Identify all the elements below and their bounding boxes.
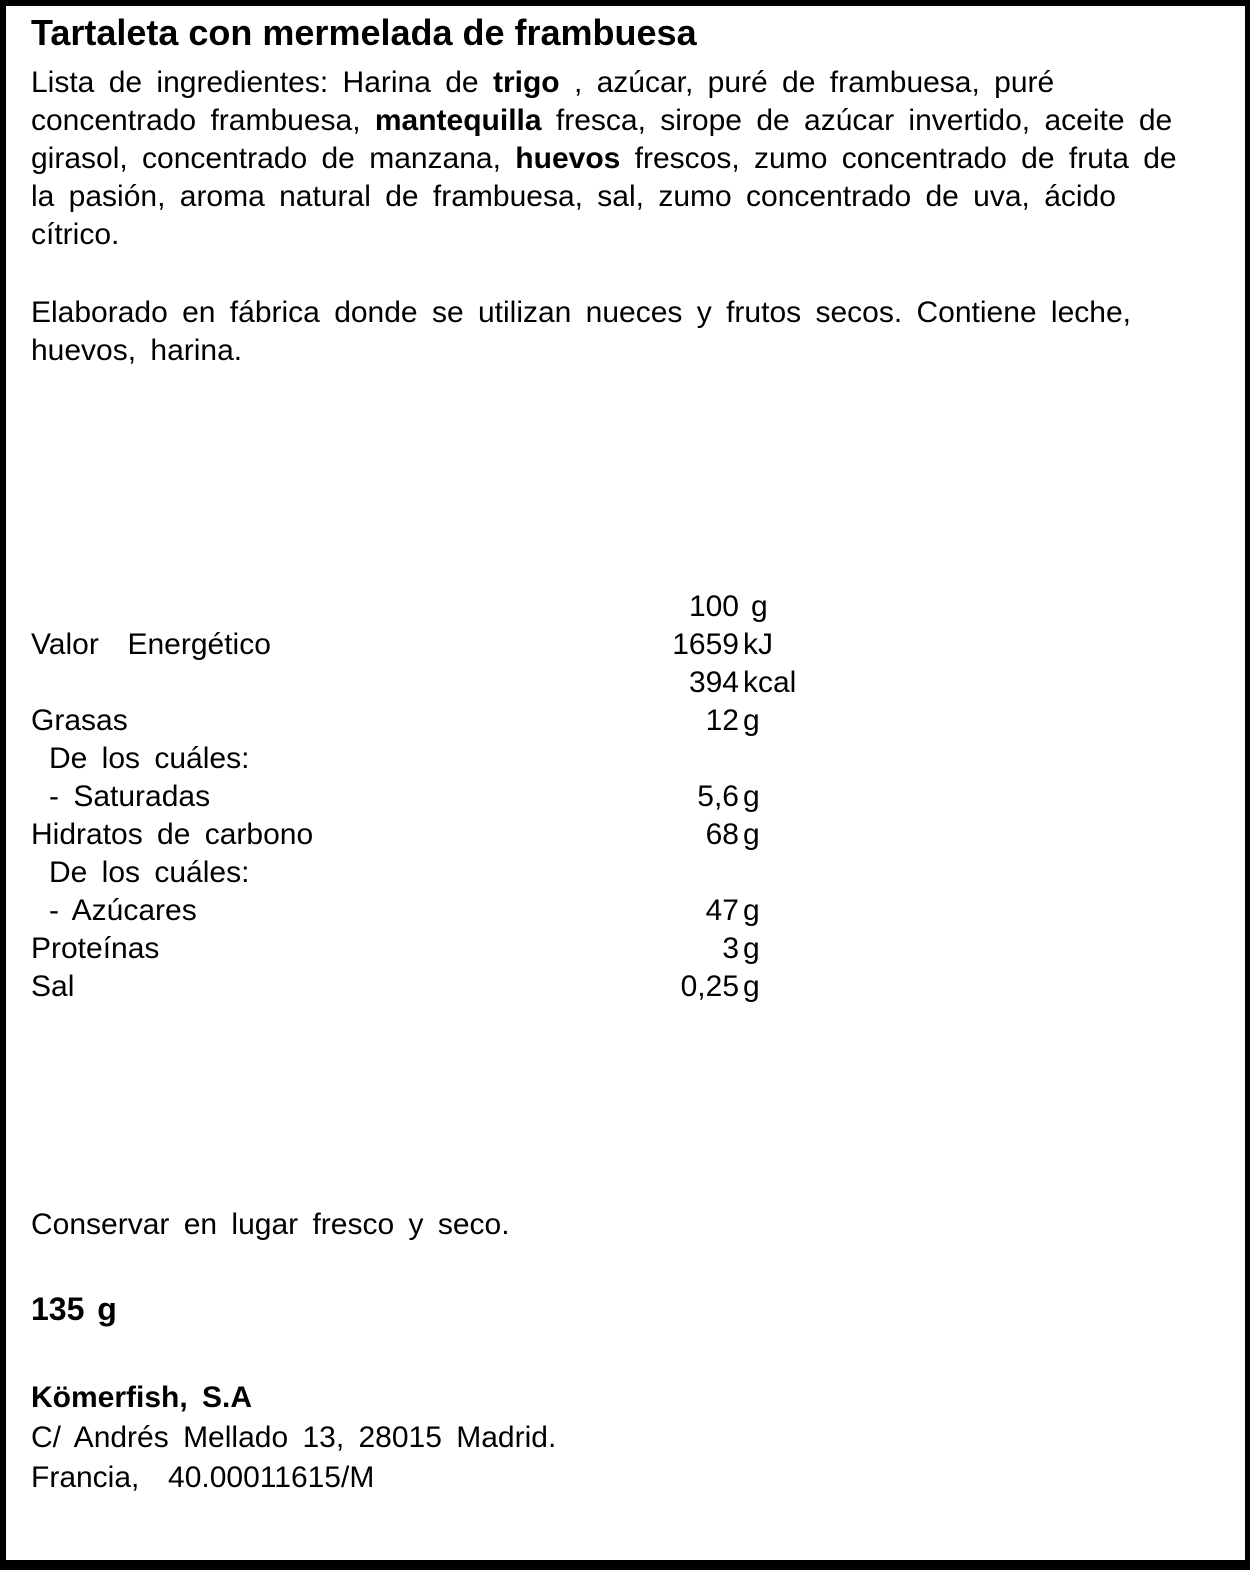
nutrient-label: Valor Energético [31, 628, 271, 661]
nutrient-value [519, 854, 739, 892]
nutrient-unit [739, 854, 796, 892]
nutrient-label: - Saturadas [49, 780, 211, 813]
nutrient-unit: g [743, 894, 760, 927]
table-row [31, 626, 796, 664]
page-title: Tartaleta con mermelada de frambuesa [31, 12, 697, 53]
table-row [31, 702, 796, 740]
table-row [31, 892, 796, 930]
manufacturer-address: C/ Andrés Mellado 13, 28015 Madrid. [31, 1421, 557, 1454]
nutrition-header-unit: g [751, 590, 768, 623]
ingredients-text: fresca, sirope de azúcar invertido, aceite de girasol, concentrado de manzana, [31, 104, 1173, 175]
table-row [31, 968, 796, 1006]
nutrient-value: 3 [722, 932, 739, 965]
manufacturer-name: Kömerfish, S.A [31, 1381, 253, 1414]
nutrient-unit: g [743, 932, 760, 965]
nutrient-value: 0,25 [680, 970, 739, 1003]
nutrient-label: Hidratos de carbono [31, 818, 314, 851]
nutrition-table [31, 588, 796, 1006]
nutrient-value: 68 [705, 818, 739, 851]
nutrient-value: 12 [705, 704, 739, 737]
nutrient-label: Grasas [31, 704, 128, 737]
nutrient-value: 394 [688, 666, 739, 699]
nutrient-label: De los cuáles: [49, 856, 250, 889]
nutrient-value: 47 [705, 894, 739, 927]
ingredients-text: , azúcar, puré de frambuesa, puré concentrado frambuesa, [31, 66, 1055, 137]
nutrient-unit: kcal [743, 666, 797, 699]
nutrient-label: - Azúcares [49, 894, 197, 927]
ingredients-text: frescos, zumo concentrado de fruta de la pasión, aroma natural de frambuesa, sal, zumo concentrado de uva, ácido cítrico. [31, 142, 1177, 251]
nutrient-label: Sal [31, 970, 75, 1003]
ingredients-paragraph [31, 64, 1205, 254]
table-row [31, 778, 796, 816]
ingredient-allergen-mantequilla: mantequilla [374, 104, 542, 137]
nutrition-header-label [31, 588, 519, 626]
nutrient-unit [739, 740, 796, 778]
manufacturer-block [31, 1378, 1205, 1498]
nutrient-unit: g [743, 970, 760, 1003]
ingredients-text: Lista de ingredientes: Harina de [31, 66, 493, 99]
table-row [31, 740, 796, 778]
nutrient-label: Proteínas [31, 932, 160, 965]
table-row [31, 816, 796, 854]
nutrient-unit: g [743, 704, 760, 737]
nutrient-value [519, 740, 739, 778]
table-row [31, 664, 796, 702]
nutrition-header-row [31, 588, 796, 626]
nutrient-label: De los cuáles: [49, 742, 250, 775]
nutrient-unit: g [743, 780, 760, 813]
allergen-notice: Elaborado en fábrica donde se utilizan nueces y frutos secos. Contiene leche, huevos, harina. [31, 296, 1131, 367]
manufacturer-country-registration: Francia, 40.00011615/M [31, 1461, 375, 1494]
net-weight: 135 g [31, 1291, 117, 1327]
nutrition-header-value: 100 [688, 590, 739, 623]
ingredient-allergen-huevos: huevos [515, 142, 621, 175]
ingredient-allergen-trigo: trigo [492, 66, 560, 99]
table-row [31, 854, 796, 892]
nutrient-unit: kJ [743, 628, 773, 661]
table-row [31, 930, 796, 968]
nutrient-label [31, 664, 519, 702]
nutrient-value: 5,6 [697, 780, 739, 813]
storage-instructions: Conservar en lugar fresco y seco. [31, 1208, 510, 1241]
nutrient-value: 1659 [672, 628, 739, 661]
nutrient-unit: g [743, 818, 760, 851]
